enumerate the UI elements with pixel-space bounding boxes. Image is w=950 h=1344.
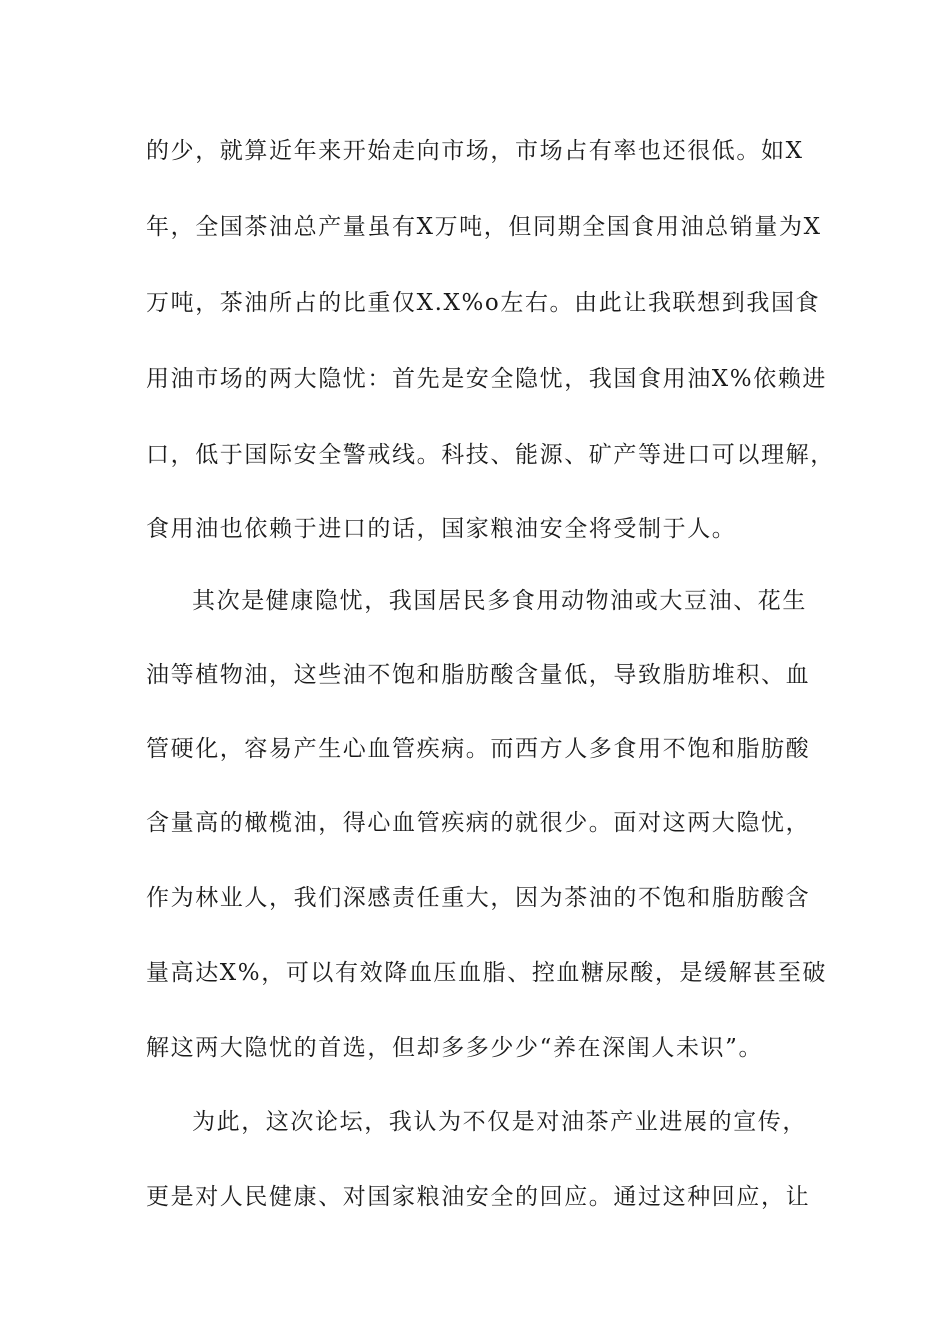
paragraph-first-line: 其次是健康隐忧，我国居民多食用动物油或大豆油、花生 bbox=[192, 588, 807, 614]
text-line: 食用油也依赖于进口的话，国家粮油安全将受制于人。 bbox=[146, 516, 737, 542]
text-line: 万吨，茶油所占的比重仅X.X%o左右。由此让我联想到我国食 bbox=[146, 290, 821, 316]
text-line: 更是对人民健康、对国家粮油安全的回应。通过这种回应，让 bbox=[146, 1184, 811, 1210]
text-line: 的少，就算近年来开始走向市场，市场占有率也还很低。如X bbox=[146, 138, 804, 164]
text-line: 油等植物油，这些油不饱和脂肪酸含量低，导致脂肪堆积、血 bbox=[146, 662, 811, 688]
text-line: 用油市场的两大隐忧：首先是安全隐忧，我国食用油X%依赖进 bbox=[146, 366, 828, 392]
text-line: 量高达X%，可以有效降血压血脂、控血糖尿酸，是缓解甚至破 bbox=[146, 960, 828, 986]
text-line: 解这两大隐忧的首选，但却多多少少“养在深闺人未识”。 bbox=[146, 1035, 764, 1061]
text-line: 管硬化，容易产生心血管疾病。而西方人多食用不饱和脂肪酸 bbox=[146, 736, 811, 762]
text-line: 口，低于国际安全警戒线。科技、能源、矿产等进口可以理解， bbox=[146, 442, 835, 468]
text-line: 含量高的橄榄油，得心血管疾病的就很少。面对这两大隐忧， bbox=[146, 810, 811, 836]
paragraph-first-line: 为此，这次论坛，我认为不仅是对油茶产业进展的宣传， bbox=[192, 1109, 807, 1135]
text-line: 作为林业人，我们深感责任重大，因为茶油的不饱和脂肪酸含 bbox=[146, 885, 811, 911]
text-line: 年，全国茶油总产量虽有X万吨，但同期全国食用油总销量为X bbox=[146, 214, 822, 240]
